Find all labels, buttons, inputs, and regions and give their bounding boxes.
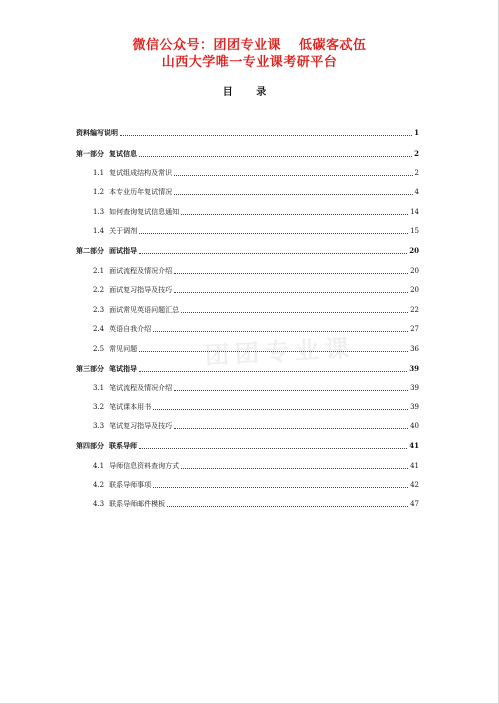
toc-entry[interactable] bbox=[76, 146, 419, 158]
toc-title: 目 录 bbox=[222, 87, 277, 98]
dot-leader bbox=[181, 467, 408, 469]
toc-entry-number: 3.2 bbox=[93, 403, 105, 411]
toc-entry-text: 资料编写说明 bbox=[76, 128, 118, 137]
toc-entry-number: 1.2 bbox=[93, 188, 105, 196]
toc-page-number: 39 bbox=[410, 403, 419, 411]
toc-entry-label bbox=[93, 500, 165, 508]
toc-entry[interactable] bbox=[93, 263, 419, 275]
dot-leader bbox=[181, 213, 408, 215]
dot-leader bbox=[153, 408, 408, 410]
toc-entry[interactable] bbox=[93, 458, 419, 470]
toc-page-number: 41 bbox=[409, 441, 419, 450]
toc-page-number: 40 bbox=[410, 422, 419, 430]
dot-leader bbox=[120, 134, 412, 136]
toc-entry[interactable] bbox=[93, 302, 419, 314]
dot-leader bbox=[139, 232, 408, 234]
toc-entry-text: 笔试复习指导及技巧 bbox=[109, 422, 173, 430]
toc-entry[interactable] bbox=[93, 418, 419, 430]
toc-page-number: 39 bbox=[409, 364, 419, 373]
toc-entry-label bbox=[76, 365, 137, 373]
toc-entry-label bbox=[93, 208, 179, 216]
toc-page-number: 41 bbox=[410, 462, 419, 470]
dot-leader bbox=[139, 252, 407, 254]
dot-leader bbox=[153, 486, 408, 488]
toc-entry-label bbox=[93, 384, 172, 392]
toc-entry-text: 常见问题 bbox=[109, 345, 138, 353]
toc-entry-text: 笔试课本用书 bbox=[109, 403, 152, 411]
toc-entry-label bbox=[93, 345, 137, 353]
toc-entry-text: 面试流程及情况介绍 bbox=[109, 267, 173, 275]
toc-entry-label bbox=[93, 267, 172, 275]
toc-page-number: 39 bbox=[410, 384, 419, 392]
toc-entry[interactable] bbox=[93, 165, 419, 177]
toc-entry-label bbox=[76, 150, 137, 158]
toc-page-number: 36 bbox=[410, 345, 419, 353]
toc-entry[interactable] bbox=[76, 438, 419, 450]
wechat-account-text: 微信公众号：团团专业课 bbox=[132, 38, 281, 53]
toc-page-number: 15 bbox=[410, 227, 419, 235]
dot-leader bbox=[174, 272, 408, 274]
dot-leader bbox=[174, 193, 412, 195]
toc-entry-number: 第四部分 bbox=[76, 441, 104, 450]
toc-entry-text: 关于调剂 bbox=[109, 227, 138, 235]
dot-leader bbox=[139, 370, 407, 372]
toc-page-number: 4 bbox=[414, 188, 419, 196]
toc-entry-number: 1.4 bbox=[93, 227, 105, 235]
toc-entry-number: 4.2 bbox=[93, 481, 105, 489]
toc-entry-label bbox=[93, 403, 151, 411]
header-right-text: 低碳客忒伍 bbox=[299, 38, 367, 53]
toc-entry-label bbox=[76, 247, 137, 255]
toc-entry-number: 4.3 bbox=[93, 500, 105, 508]
toc-entry-number: 2.4 bbox=[93, 325, 105, 333]
toc-entry[interactable] bbox=[76, 243, 419, 255]
toc-entry-number: 1.1 bbox=[93, 169, 105, 177]
toc-entry-number: 第二部分 bbox=[76, 246, 104, 255]
toc-entry-number: 3.3 bbox=[93, 422, 105, 430]
toc-entry-label bbox=[93, 462, 179, 470]
toc-entry-text: 面试常见英语问题汇总 bbox=[109, 306, 180, 314]
toc-entry-label bbox=[93, 481, 151, 489]
toc-page-number: 47 bbox=[410, 500, 419, 508]
toc-entry-number: 4.1 bbox=[93, 462, 105, 470]
toc-page-number: 22 bbox=[410, 306, 419, 314]
toc-entry-text: 笔试指导 bbox=[109, 364, 137, 373]
toc-entry-text: 面试复习指导及技巧 bbox=[109, 286, 173, 294]
dot-leader bbox=[174, 174, 412, 176]
toc-entry-label bbox=[93, 325, 151, 333]
toc-page-number: 20 bbox=[409, 246, 419, 255]
toc-entry-number: 3.1 bbox=[93, 384, 105, 392]
toc-entry-number: 2.2 bbox=[93, 286, 105, 294]
header-line-2: 山西大学唯一专业课考研平台 bbox=[161, 55, 338, 70]
toc-entry-number: 1.3 bbox=[93, 208, 105, 216]
toc-entry-label bbox=[76, 442, 137, 450]
toc-entry-label bbox=[76, 129, 118, 137]
toc-entry-label bbox=[93, 422, 172, 430]
toc-entry-text: 笔试流程及情况介绍 bbox=[109, 384, 173, 392]
toc-page-number: 14 bbox=[410, 208, 419, 216]
toc-entry-number: 2.1 bbox=[93, 267, 105, 275]
dot-leader bbox=[167, 505, 408, 507]
toc-entry[interactable] bbox=[93, 341, 419, 353]
toc-entry-text: 复试信息 bbox=[109, 149, 137, 158]
toc-page-number: 2 bbox=[414, 149, 419, 158]
dot-leader bbox=[174, 427, 408, 429]
toc-entry-label bbox=[93, 188, 172, 196]
toc-entry-text: 面试指导 bbox=[109, 246, 137, 255]
toc-entry[interactable] bbox=[93, 399, 419, 411]
toc-entry[interactable] bbox=[93, 204, 419, 216]
toc-entry-number: 第三部分 bbox=[76, 364, 104, 373]
toc-entry[interactable] bbox=[93, 282, 419, 294]
toc-page-number: 27 bbox=[410, 325, 419, 333]
toc-page-number: 1 bbox=[414, 128, 419, 137]
toc-entry[interactable] bbox=[76, 361, 419, 373]
toc-page-number: 20 bbox=[410, 286, 419, 294]
dot-leader bbox=[139, 155, 412, 157]
dot-leader bbox=[139, 447, 407, 449]
toc-entry-label bbox=[93, 227, 137, 235]
toc-entry-text: 本专业历年复试情况 bbox=[109, 188, 173, 196]
toc-entry-text: 联系导师邮件模板 bbox=[109, 500, 166, 508]
toc-entry[interactable] bbox=[93, 496, 419, 508]
toc-entry-text: 导师信息资料查询方式 bbox=[109, 462, 180, 470]
toc-entry[interactable] bbox=[93, 477, 419, 489]
toc-page-number: 20 bbox=[410, 267, 419, 275]
toc-entry-text: 如何查询复试信息通知 bbox=[109, 208, 180, 216]
toc-entry-label bbox=[93, 306, 179, 314]
toc-entry-label bbox=[93, 169, 172, 177]
dot-leader bbox=[153, 330, 408, 332]
toc-entry[interactable] bbox=[93, 223, 419, 235]
toc-entry[interactable] bbox=[93, 184, 419, 196]
toc-page-number: 42 bbox=[410, 481, 419, 489]
toc-page-number: 2 bbox=[414, 169, 419, 177]
dot-leader bbox=[139, 350, 408, 352]
toc-entry[interactable] bbox=[93, 321, 419, 333]
toc-entry-text: 联系导师 bbox=[109, 441, 137, 450]
toc-entry-number: 第一部分 bbox=[76, 149, 104, 158]
toc-entry[interactable] bbox=[76, 125, 419, 137]
dot-leader bbox=[174, 389, 408, 391]
toc-entry-number: 2.5 bbox=[93, 345, 105, 353]
toc-entry-label bbox=[93, 286, 172, 294]
toc-entry[interactable] bbox=[93, 380, 419, 392]
dot-leader bbox=[174, 291, 408, 293]
toc-entry-text: 复试组成结构及常识 bbox=[109, 169, 173, 177]
dot-leader bbox=[181, 311, 408, 313]
toc-entry-number: 2.3 bbox=[93, 306, 105, 314]
toc-entry-text: 联系导师事项 bbox=[109, 481, 152, 489]
toc-entry-text: 英语自我介绍 bbox=[109, 325, 152, 333]
watermark: 团团专业课 bbox=[204, 333, 356, 370]
